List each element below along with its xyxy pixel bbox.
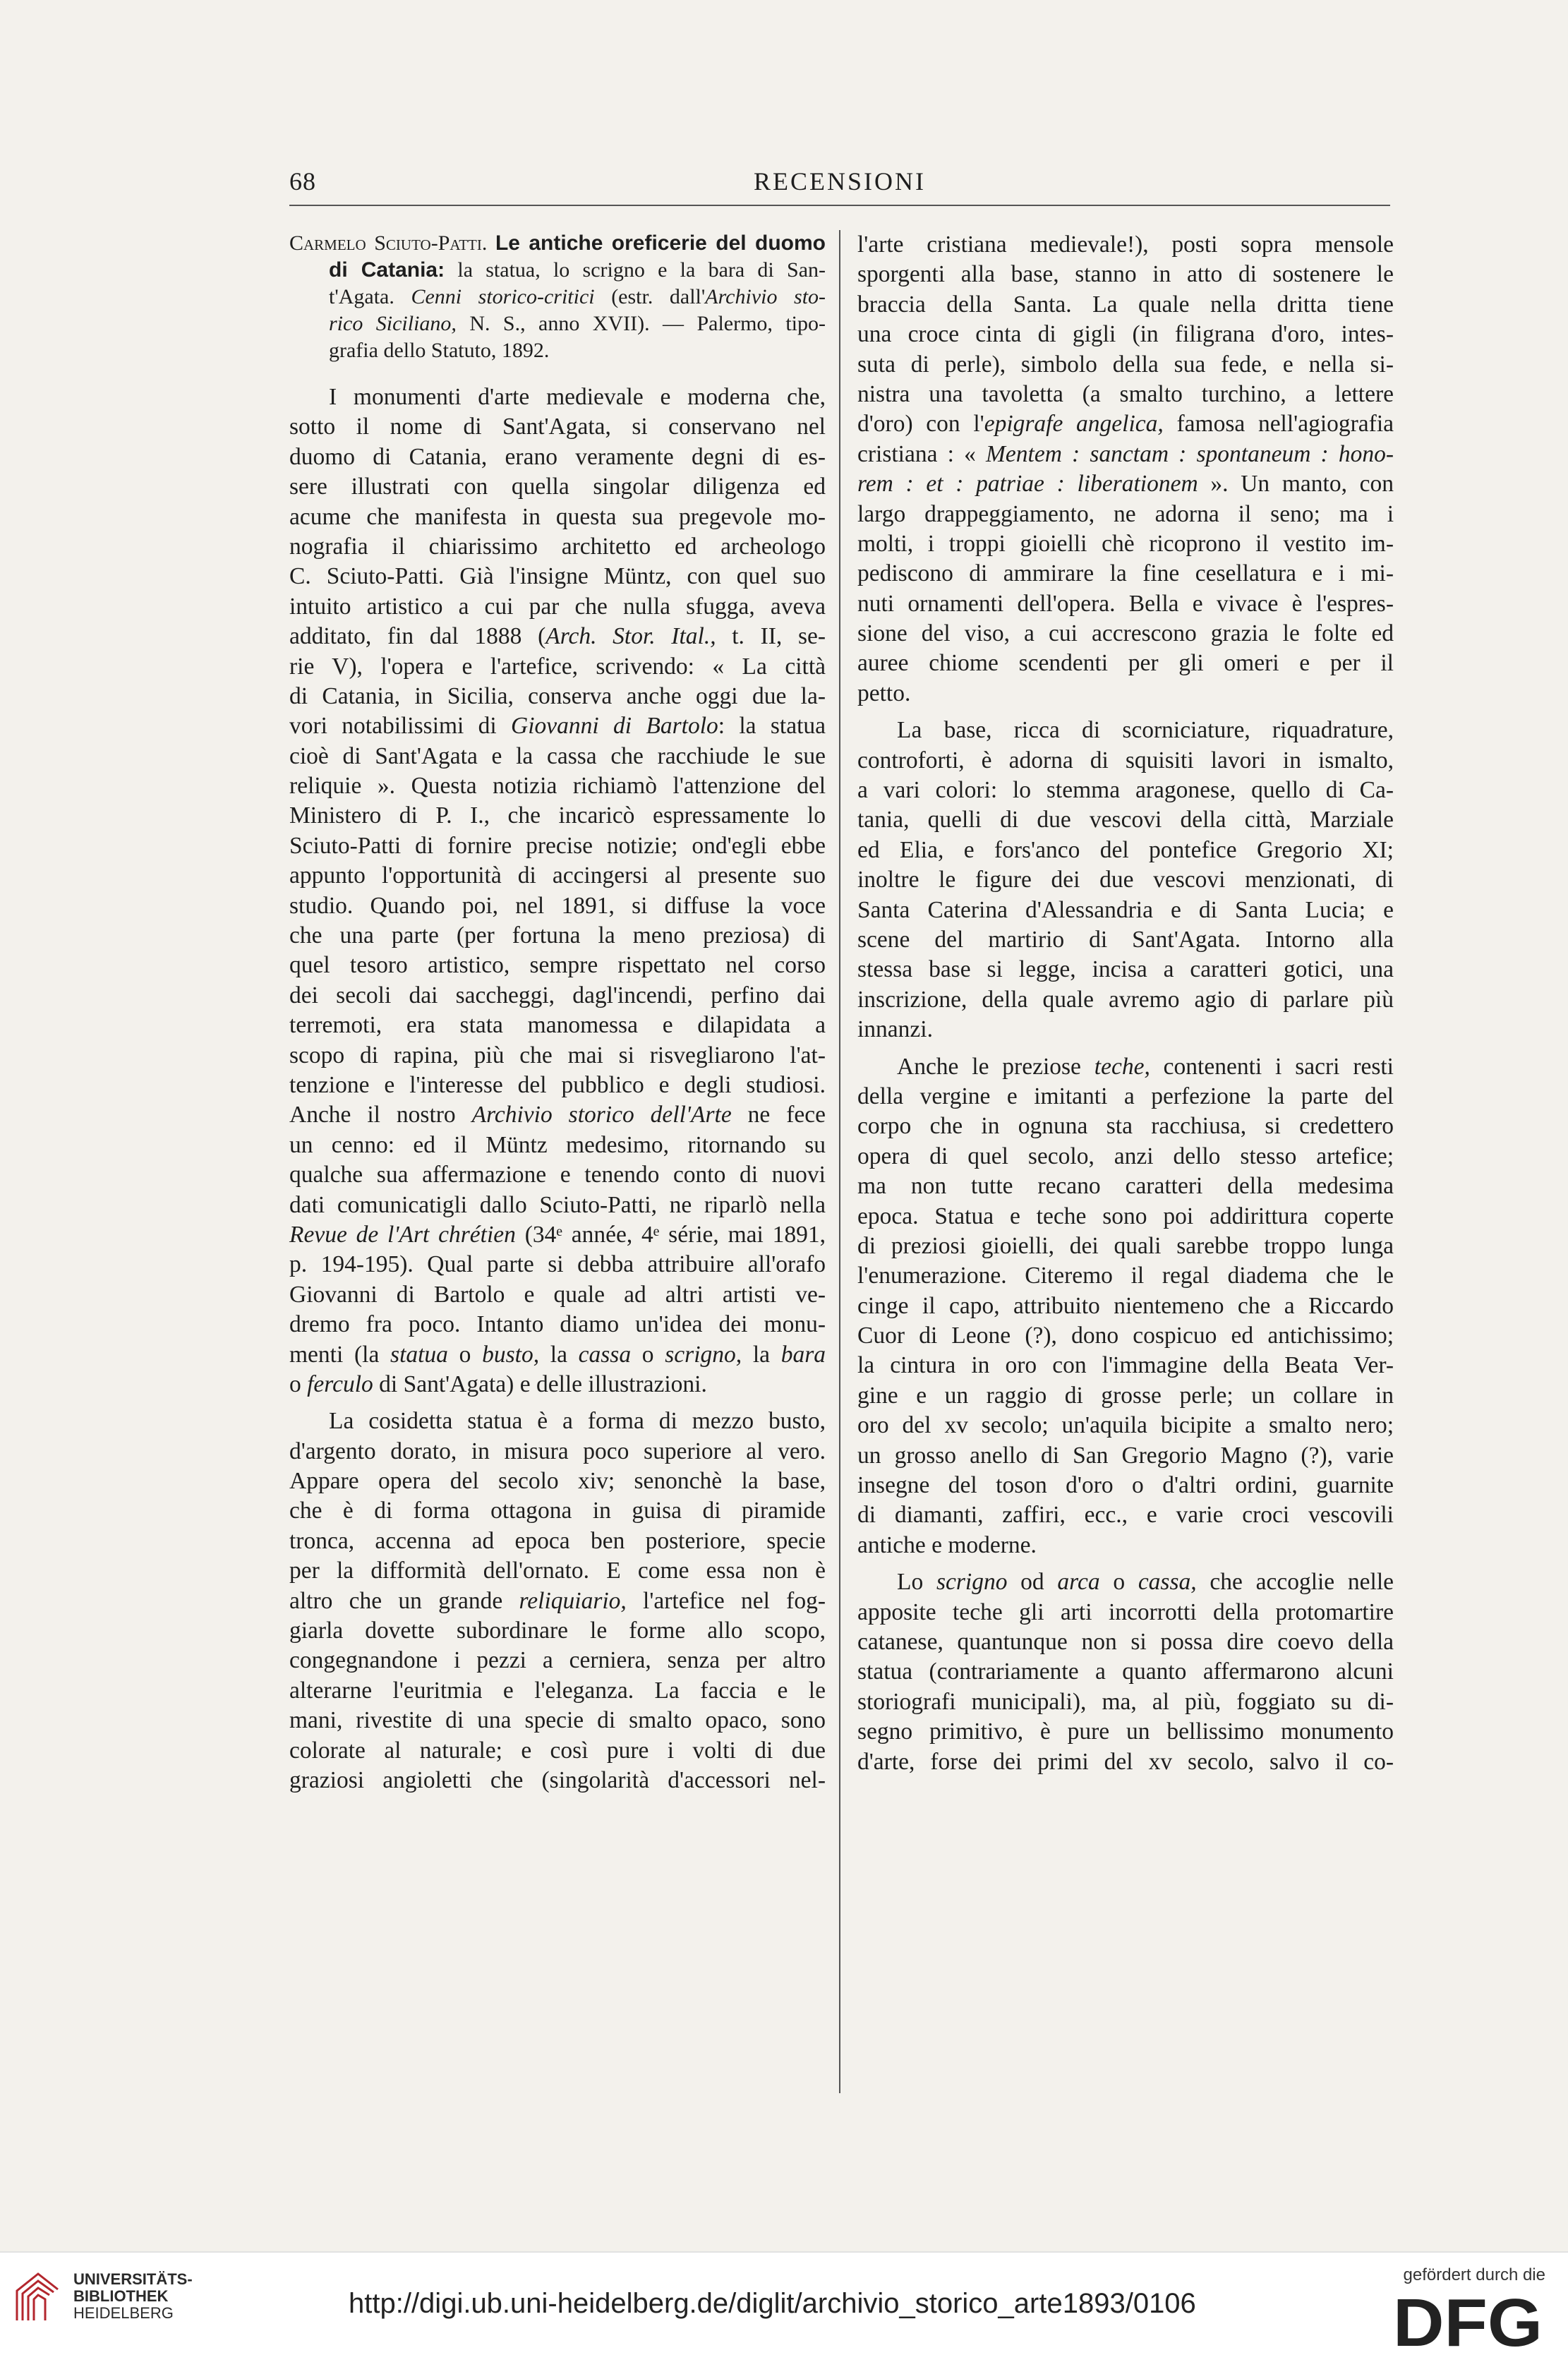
text-line: rie V), l'opera e l'artefice, scrivendo: « La città <box>289 653 826 680</box>
text-line: che è di forma ottagona in guisa di piramide <box>289 1498 826 1524</box>
text-line: ma non tutte recano caratteri della medesima <box>857 1173 1394 1200</box>
text-line: d'oro) con l'epigrafe angelica, famosa nell'agiografia <box>857 411 1394 438</box>
text-line: La base, ricca di scorniciature, riquadrature, <box>897 717 1394 744</box>
text-line: p. 194-195). Qual parte si debba attribuire all'orafo <box>289 1251 826 1278</box>
text-line: tronca, accenna ad epoca ben posteriore, specie <box>289 1527 826 1554</box>
text-line: insegne del toson d'oro o d'altri ordini, guarnite <box>857 1472 1394 1499</box>
text-line: inoltre le figure dei due vescovi menzionati, di <box>857 867 1394 893</box>
text-line: dei secoli dai saccheggi, dagl'incendi, perfino dai <box>289 982 826 1008</box>
text-line: che una parte (per fortuna la meno preziosa) di <box>289 922 826 949</box>
digitization-footer <box>0 2251 1568 2367</box>
column-rule <box>839 230 840 2093</box>
text-line: rem : et : patriae : liberationem ». Un manto, con <box>857 471 1394 498</box>
text-line: graziosi angioletti che (singolarità d'accessori nel- <box>289 1766 826 1793</box>
paragraph <box>857 1052 1394 1561</box>
text-line: della vergine e imitanti a perfezione la parte del <box>857 1083 1394 1109</box>
text-line: Anche il nostro Archivio storico dell'Arte ne fece <box>289 1102 826 1128</box>
text-line: duomo di Catania, erano veramente degni di es- <box>289 443 826 470</box>
text-line: di diamanti, zaffiri, ecc., e varie croci vescovili <box>857 1502 1394 1529</box>
text-line: nografia il chiarissimo architetto ed archeologo <box>289 533 826 560</box>
text-line: studio. Quando poi, nel 1891, si diffuse la voce <box>289 892 826 919</box>
text-line: di Catania, in Sicilia, conserva anche oggi due la- <box>289 682 826 709</box>
text-line: Appare opera del secolo xiv; senonchè la base, <box>289 1468 826 1495</box>
paragraph <box>289 1407 826 1795</box>
text-line: dati comunicatigli dallo Sciuto-Patti, ne riparlò nella <box>289 1191 826 1218</box>
text-line: l'arte cristiana medievale!), posti sopra mensole <box>857 231 1394 258</box>
text-line: reliquie ». Questa notizia richiamò l'attenzione del <box>289 773 826 800</box>
text-line: scene del martirio di Sant'Agata. Intorno alla <box>857 926 1394 953</box>
text-line: la cintura in oro con l'immagine della Beata Ver- <box>857 1352 1394 1379</box>
running-header <box>289 167 1390 195</box>
text-line: oro del xv secolo; un'aquila bicipite a smalto nero; <box>857 1412 1394 1439</box>
text-line: un grosso anello di San Gregorio Magno (?), varie <box>857 1442 1394 1469</box>
bibliographic-entry <box>289 230 826 364</box>
text-line: mani, rivestite di una specie di smalto opaco, sono <box>289 1707 826 1734</box>
text-line: congegnandone i pezzi a cerniera, senza per altro <box>289 1647 826 1674</box>
page-number: 68 <box>289 167 316 195</box>
permalink-url[interactable]: http://digi.ub.uni-heidelberg.de/diglit/archivio_storico_arte1893/0106 <box>349 2288 1196 2319</box>
text-line: nuti ornamenti dell'opera. Bella e vivace è l'espres- <box>857 590 1394 617</box>
text-line: o ferculo di Sant'Agata) e delle illustrazioni. <box>289 1371 707 1397</box>
text-line: terremoti, era stata manomessa e dilapidata a <box>289 1012 826 1039</box>
text-line: sione del viso, a cui accrescono grazia le folte ed <box>857 620 1394 647</box>
bib-line: t'Agata. Cenni storico-critici (estr. dall'Archivio sto- <box>329 285 826 308</box>
text-line: d'argento dorato, in misura poco superiore al vero. <box>289 1438 826 1464</box>
running-title: RECENSIONI <box>754 167 926 195</box>
paragraph <box>857 1567 1394 1777</box>
text-line: sotto il nome di Sant'Agata, si conservano nel <box>289 414 826 440</box>
text-line: pediscono di ammirare la fine cesellatura e i mi- <box>857 560 1394 587</box>
text-line: l'enumerazione. Citeremo il regal diadema che le <box>857 1263 1394 1289</box>
text-line: ed Elia, e fors'anco del pontefice Gregorio XI; <box>857 836 1394 863</box>
text-line: quel tesoro artistico, sempre rispettato nel corso <box>289 952 826 979</box>
text-line: segno primitivo, è pure un bellissimo monumento <box>857 1718 1394 1745</box>
right-column <box>857 230 1394 1777</box>
paragraph <box>857 230 1394 709</box>
text-line: antiche e moderne. <box>857 1531 1037 1558</box>
text-line: braccia della Santa. La quale nella dritta tiene <box>857 291 1394 318</box>
text-line: nistra una tavoletta (a smalto turchino, a lettere <box>857 380 1394 407</box>
text-line: colorate al naturale; e così pure i volti di due <box>289 1737 826 1764</box>
paragraph <box>857 716 1394 1044</box>
text-line: d'arte, forse dei primi del xv secolo, salvo il co- <box>857 1748 1394 1775</box>
header-rule <box>289 205 1390 206</box>
text-line: menti (la statua o busto, la cassa o scrigno, la bara <box>289 1341 826 1368</box>
paragraph <box>289 383 826 1399</box>
text-line: statua (contrariamente a quanto affermarono alcuni <box>857 1658 1394 1685</box>
text-line: storiografi municipali), ma, al più, foggiato su di- <box>857 1688 1394 1715</box>
text-line: stessa base si legge, incisa a caratteri gotici, una <box>857 956 1394 983</box>
text-line: epoca. Statua e teche sono poi addirittura coperte <box>857 1203 1394 1229</box>
text-line: Lo scrigno od arca o cassa, che accoglie nelle <box>897 1569 1394 1596</box>
text-line: Revue de l'Art chrétien (34ᵉ année, 4ᵉ série, mai 1891, <box>289 1221 826 1248</box>
text-line: additato, fin dal 1888 (Arch. Stor. Ital., t. II, se- <box>289 623 826 650</box>
left-column <box>289 230 826 1795</box>
text-line: La cosidetta statua è a forma di mezzo busto, <box>329 1408 826 1435</box>
dfg-caption: gefördert durch die <box>1403 2265 1545 2284</box>
text-line: Sciuto-Patti di fornire precise notizie; ond'egli ebbe <box>289 832 826 859</box>
bib-line: Carmelo Sciuto-Patti. Le antiche oreficerie del duomo <box>289 231 826 255</box>
text-line: qualche sua affermazione e tenendo conto di nuovi <box>289 1162 826 1188</box>
text-line: petto. <box>857 680 911 706</box>
text-line: Santa Caterina d'Alessandria e di Santa Lucia; e <box>857 896 1394 923</box>
text-line: per la difformità dell'ornato. E come essa non è <box>289 1558 826 1584</box>
text-line: giarla dovette subordinare le forme allo scopo, <box>289 1618 826 1644</box>
text-line: suta di perle), simbolo della sua fede, e nella si- <box>857 351 1394 378</box>
text-line: cioè di Sant'Agata e la cassa che racchiude le sue <box>289 742 826 769</box>
text-line: apposite teche gli arti incorrotti della protomartire <box>857 1598 1394 1625</box>
text-line: tania, quelli di due vescovi della città, Marziale <box>857 807 1394 833</box>
dfg-logo-text: DFG <box>1393 2289 1543 2353</box>
text-line: un cenno: ed il Müntz medesimo, ritornando su <box>289 1131 826 1158</box>
text-line: I monumenti d'arte medievale e moderna che, <box>329 384 826 410</box>
university-library-logo-icon <box>14 2270 61 2323</box>
text-line: inscrizione, della quale avremo agio di parlare più <box>857 986 1394 1013</box>
text-line: intuito artistico a cui par che nulla sfugga, aveva <box>289 593 826 620</box>
text-line: vori notabilissimi di Giovanni di Bartolo: la statua <box>289 713 826 740</box>
bib-line: di Catania: la statua, lo scrigno e la bara di San- <box>329 258 826 282</box>
text-line: sere illustrati con quella singolar diligenza ed <box>289 474 826 500</box>
text-line: cinge il capo, attribuito nientemeno che a Riccardo <box>857 1292 1394 1319</box>
text-line: opera di quel secolo, anzi dello stesso artefice; <box>857 1143 1394 1169</box>
text-line: scopo di rapina, più che mai si risvegliarono l'at- <box>289 1042 826 1068</box>
text-line: innanzi. <box>857 1016 933 1043</box>
dfg-logo-icon <box>1390 2289 1545 2353</box>
text-line: gine e un raggio di grosse perle; un collare in <box>857 1382 1394 1409</box>
text-line: una croce cinta di gigli (in filigrana d'oro, intes- <box>857 321 1394 348</box>
text-line: sporgenti alla base, stanno in atto di sostenere le <box>857 261 1394 288</box>
text-line: Anche le preziose teche, contenenti i sacri resti <box>897 1053 1394 1080</box>
university-library-name: UNIVERSITÄTS- BIBLIOTHEK HEIDELBERG <box>73 2270 193 2322</box>
text-line: catanese, quantunque non si possa dire coevo della <box>857 1628 1394 1655</box>
text-line: molti, i troppi gioielli chè ricoprono il vestito im- <box>857 530 1394 557</box>
text-line: alterarne l'euritmia e l'eleganza. La faccia e le <box>289 1677 826 1704</box>
text-line: auree chiome scendenti per gli omeri e per il <box>857 650 1394 677</box>
text-line: C. Sciuto-Patti. Già l'insigne Müntz, con quel suo <box>289 563 826 590</box>
text-line: di preziosi gioielli, dei quali sarebbe troppo lunga <box>857 1232 1394 1259</box>
text-line: Cuor di Leone (?), dono cospicuo ed antichissimo; <box>857 1323 1394 1349</box>
text-line: altro che un grande reliquiario, l'artefice nel fog- <box>289 1587 826 1614</box>
text-line: largo drappeggiamento, ne adorna il seno; ma i <box>857 500 1394 527</box>
text-line: appunto l'opportunità di accingersi al presente suo <box>289 862 826 889</box>
text-line: cristiana : « Mentem : sanctam : spontaneum : hono- <box>857 440 1394 467</box>
text-line: tenzione e l'interesse del pubblico e degli studiosi. <box>289 1071 826 1098</box>
text-line: corpo che in ognuna sta racchiusa, si credettero <box>857 1113 1394 1140</box>
text-line: Ministero di P. I., che incaricò espressamente lo <box>289 802 826 829</box>
book-title: Le antiche oreficerie del duomo <box>495 231 826 255</box>
bib-line: rico Siciliano, N. S., anno XVII). — Palermo, tipo- <box>329 312 826 335</box>
text-line: controforti, è adorna di squisiti lavori in ismalto, <box>857 747 1394 773</box>
bib-line: grafia dello Statuto, 1892. <box>329 339 550 362</box>
text-line: acume che manifesta in questa sua pregevole mo- <box>289 503 826 530</box>
text-line: dremo fra poco. Intanto diamo un'idea dei monu- <box>289 1311 826 1338</box>
text-line: a vari colori: lo stemma aragonese, quello di Ca- <box>857 777 1394 804</box>
text-line: Giovanni di Bartolo e quale ad altri artisti ve- <box>289 1281 826 1308</box>
